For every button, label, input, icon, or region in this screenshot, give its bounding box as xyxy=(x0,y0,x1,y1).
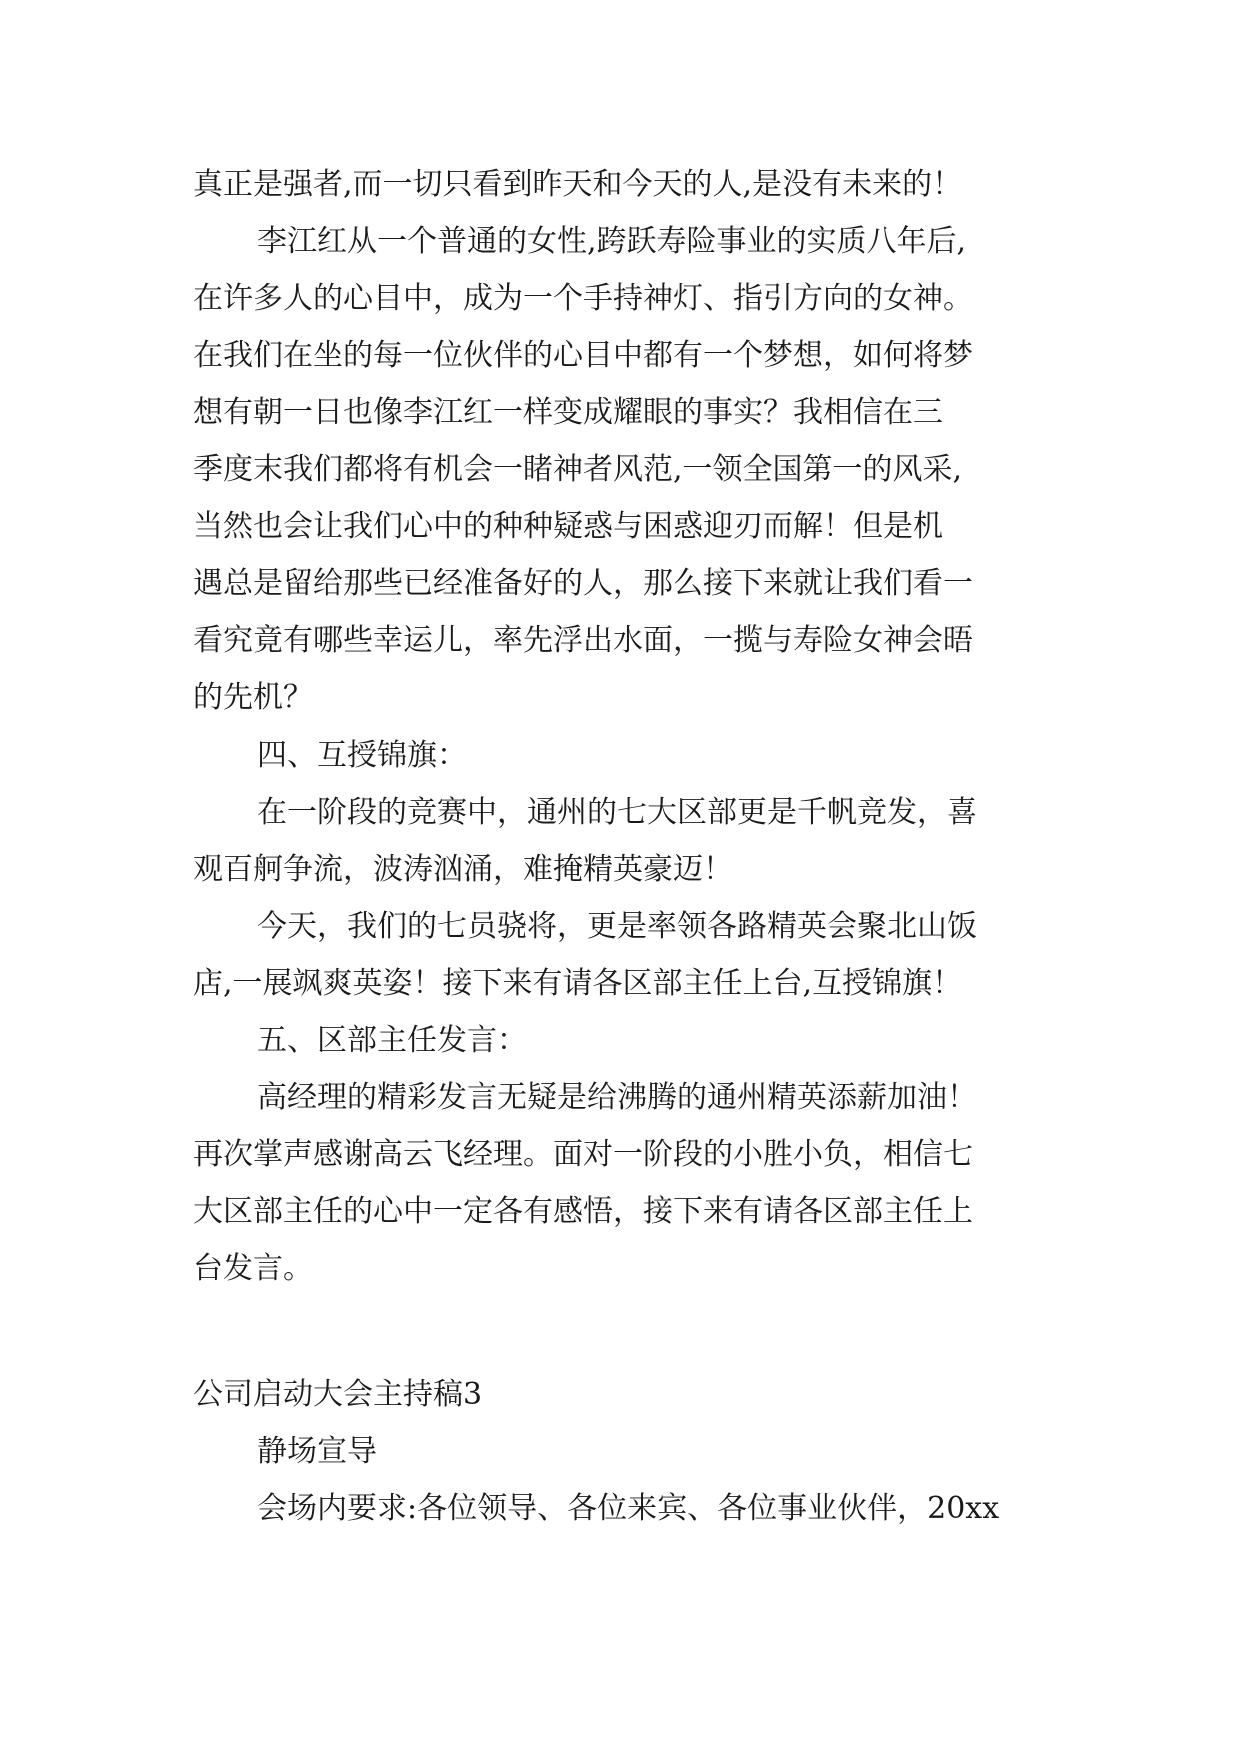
body-text-line: 真正是强者,而一切只看到昨天和今天的人,是没有未来的！ xyxy=(193,167,963,202)
body-text-line: 店,一展飒爽英姿！接下来有请各区部主任上台,互授锦旗！ xyxy=(193,966,963,1001)
body-text-line: 再次掌声感谢高云飞经理。面对一阶段的小胜小负，相信七 xyxy=(193,1137,973,1172)
body-text-line: 想有朝一日也像李江红一样变成耀眼的事实？我相信在三 xyxy=(193,395,943,430)
body-text-line: 在一阶段的竞赛中，通州的七大区部更是千帆竞发，喜 xyxy=(257,795,977,830)
section-heading: 静场宣导 xyxy=(257,1434,377,1469)
body-text-line: 观百舸争流，波涛汹涌，难掩精英豪迈！ xyxy=(193,852,733,887)
body-text-line: 今天，我们的七员骁将，更是率领各路精英会聚北山饭 xyxy=(257,909,977,944)
body-text-line: 李江红从一个普通的女性,跨跃寿险事业的实质八年后, xyxy=(257,224,967,259)
section-heading: 五、区部主任发言： xyxy=(257,1023,527,1058)
body-text-line: 高经理的精彩发言无疑是给沸腾的通州精英添薪加油！ xyxy=(257,1080,977,1115)
body-text-line: 季度末我们都将有机会一睹神者风范,一领全国第一的风采, xyxy=(193,452,963,487)
body-text-line: 在许多人的心目中，成为一个手持神灯、指引方向的女神。 xyxy=(193,281,973,316)
body-text-line: 遇总是留给那些已经准备好的人，那么接下来就让我们看一 xyxy=(193,566,973,601)
article-title: 公司启动大会主持稿3 xyxy=(193,1377,483,1412)
body-text-line: 看究竟有哪些幸运儿，率先浮出水面，一揽与寿险女神会晤 xyxy=(193,623,973,658)
body-text-line: 的先机？ xyxy=(193,680,313,715)
body-text-line: 台发言。 xyxy=(193,1251,313,1286)
section-heading: 四、互授锦旗： xyxy=(257,738,467,773)
body-text-line: 大区部主任的心中一定各有感悟，接下来有请各区部主任上 xyxy=(193,1194,973,1229)
body-text-line: 会场内要求:各位领导、各位来宾、各位事业伙伴，20xx xyxy=(257,1491,1000,1526)
body-text-line: 当然也会让我们心中的种种疑惑与困惑迎刃而解！但是机 xyxy=(193,509,943,544)
body-text-line: 在我们在坐的每一位伙伴的心目中都有一个梦想，如何将梦 xyxy=(193,338,973,373)
